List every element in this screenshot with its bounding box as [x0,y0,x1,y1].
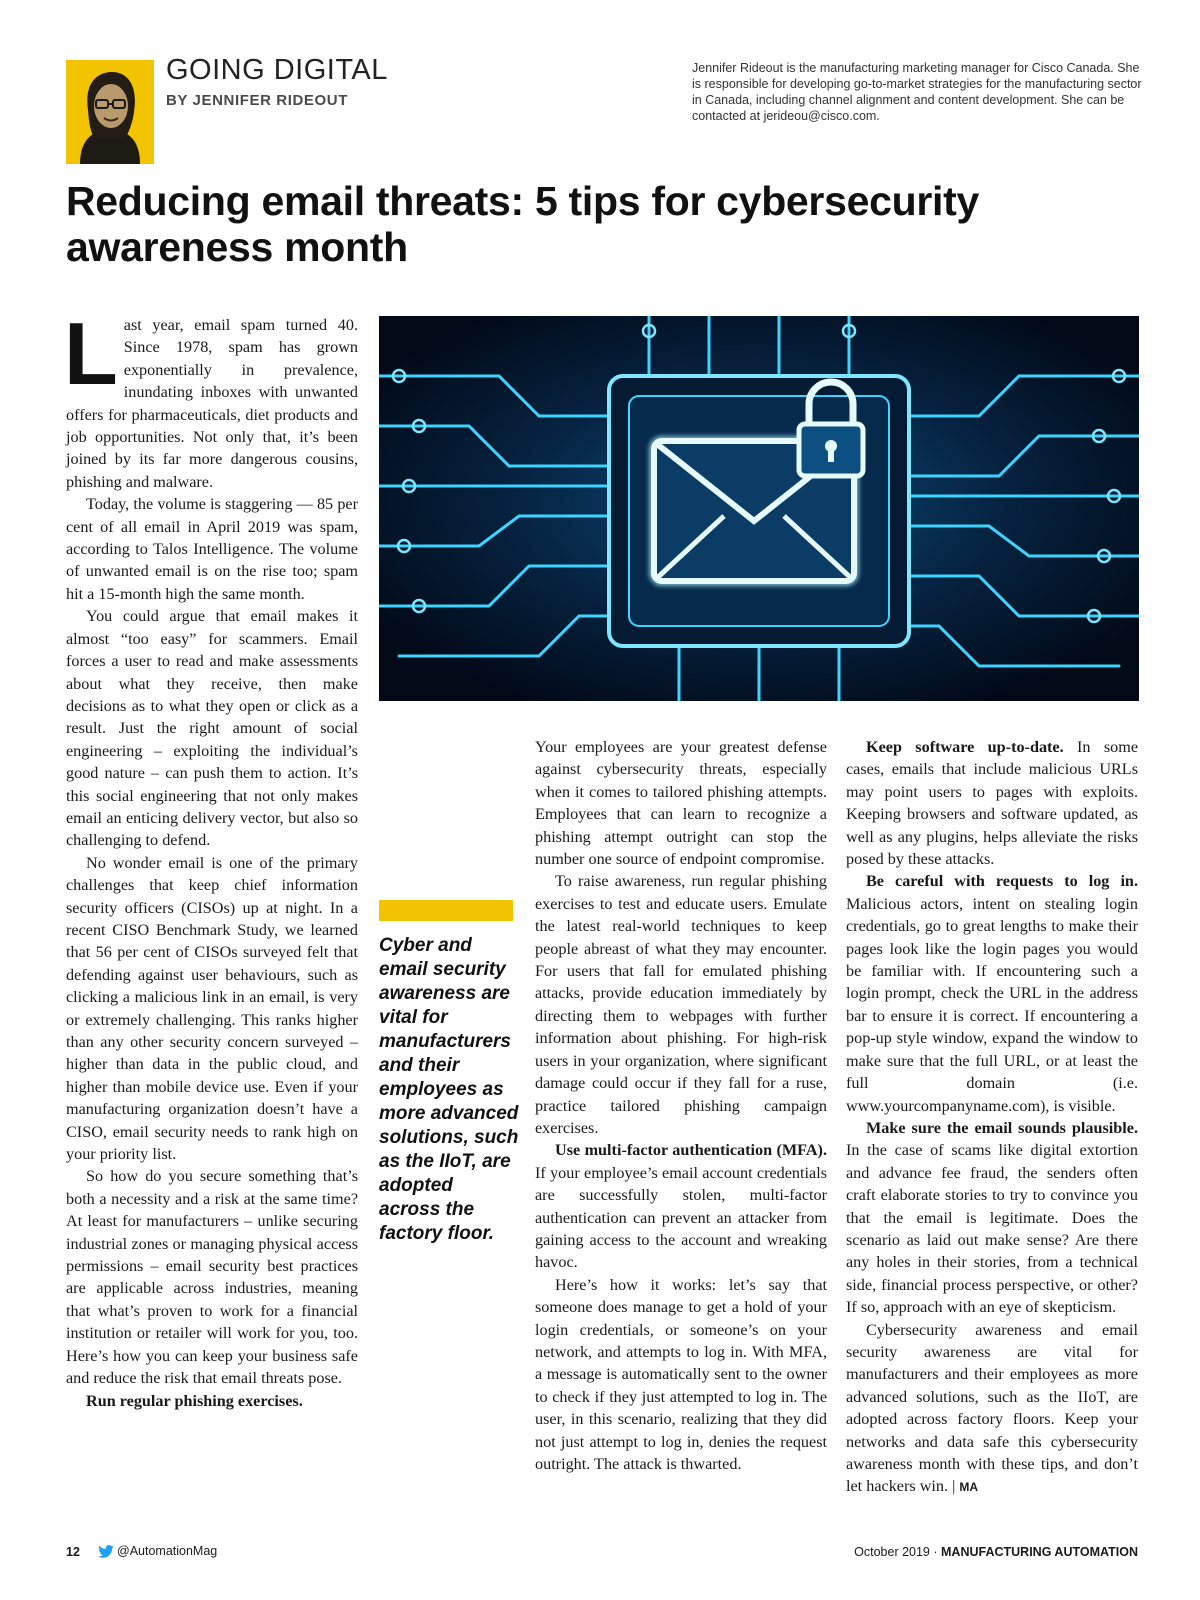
tip-text: In the case of scams like digital extortion and advance fee fraud, the senders often craft elaborate stories to try to convince you that the email is legitimate. Does the scenario as laid out make sense? Are there any holes in their stories, from a technical side, financial process perspective, or other? If so, approach with an eye of skepticism. [846,1141,1138,1317]
drop-cap: L [64,304,118,403]
issue-date: October 2019 · [854,1545,938,1559]
twitter-bird-icon [98,1545,114,1558]
paragraph: To raise awareness, run regular phishing exercises to test and educate users. Emulate the latest real-world techniques to keep people abreast of what they may encounter. For users that fall for emulated phishing attacks, provide education immediately by directing them to webpages with further information about phishing. For high-risk users in your organization, where significant damage could occur if they fall for a ruse, practice tailored phishing campaign exercises. [535,872,827,1137]
paragraph: Cybersecurity awareness and email security awareness are vital for manufacturers and their employees as more advanced solutions, such as the IIoT, are adopted across factory floors. Keep your networks and data safe this cybersecurity awareness month with these tips, and don’t let hackers win. | MA [846,1320,1138,1496]
social-handle: @AutomationMag [117,1544,218,1558]
author-bio: Jennifer Rideout is the manufacturing marketing manager for Cisco Canada. She is responsible for developing go-to-market strategies for the manufacturing sector in Canada, including channel alignment and content development. She can be contacted at jerideou@cisco.com. [692,61,1142,123]
author-portrait-icon [66,60,154,164]
paragraph: You could argue that email makes it almost “too easy” for scammers. Email forces a user to read and make assessments about what they receive, then make decisions as to what they open or click as a result. Just the right amount of social engineering – exploiting the individual’s good nature – can push them to action. It’s this social engineering that not only makes email an enticing delivery vector, but also so challenging to defend. [66,607,358,850]
tip-heading: Keep software up-to-date. [866,738,1064,756]
paragraph: No wonder email is one of the primary challenges that keep chief information security officers (CISOs) up at night. In a recent CISO Benchmark Study, we learned that 56 per cent of CISOs surveyed felt that defending against user behaviours, such as clicking a malicious link in an email, is very or extremely challenging. This ranks higher than any other security concern surveyed – higher than data in the public cloud, and higher than mobile device use. Even if your manufacturing organization doesn’t have a CISO, email security needs to rank high on your priority list. [66,853,358,1164]
column-title: GOING DIGITAL [166,54,388,86]
pull-quote: Cyber and email security awareness are vital for manufacturers and their employees as more advanced solutions, such as the IIoT, are adopted across the factory floor. [379,935,519,1244]
paragraph: So how do you secure something that’s both a necessity and a risk at the same time? At least for manufacturers – unlike securing industrial zones or managing physical access permissions – email security best practices are applicable across industries, meaning that what’s proven to work for a financial institution or retailer will work for you, too. Here’s how you can keep your business safe and reduce the risk that email threats pose. [66,1167,358,1388]
page-number: 12 [66,1545,80,1559]
paragraph [846,870,1138,1116]
issue-info [854,1545,1138,1559]
article-column-2 [535,736,827,1475]
paragraph [66,1390,358,1412]
tip-text: Malicious actors, intent on stealing login credentials, go to great lengths to make their pages look like the login pages you would be familiar with. If encountering such a login prompt, check the URL in the address bar to ensure it is correct. If encountering a pop-up style window, expand the window to make sure that the full URL, or at least the full domain (i.e. www.yourcompanyname.com), is visible. [846,894,1138,1115]
email-lock-circuit-icon [379,316,1139,701]
tip-text: If your employee’s email account credentials are successfully stolen, multi-factor authentication can prevent an attacker from gaining access to the account and wreaking havoc. [535,1163,827,1272]
tip-heading: Make sure the email sounds plausible. [866,1118,1138,1137]
tip-text: In some cases, emails that include malicious URLs may point users to pages with exploits. Keeping browsers and software updated, as well as any plugins, helps alleviate the risks posed by these attacks. [846,738,1138,869]
tip-heading: Use multi-factor authentication (MFA). [555,1141,827,1160]
social-handle-link[interactable] [98,1544,217,1558]
paragraph: Here’s how it works: let’s say that someone does manage to get a hold of your login credentials, or someone’s on your network, and attempts to log in. With MFA, a message is automatically sent to the owner to check if they just attempted to log in. The user, in this scenario, realizing that they did not just attempt to log in, denies the request outright. The attack is thwarted. [535,1275,827,1473]
paragraph [535,1139,827,1273]
paragraph: ast year, email spam turned 40. Since 1978, spam has grown exponentially in prevalence, inundating inboxes with unwanted offers for pharmaceuticals, diet products and job opportunities. Not only that, it’s been joined by its far more dangerous cousins, phishing and malware. [66,316,358,491]
author-headshot [66,60,154,164]
closing-text: Cybersecurity awareness and email security awareness are vital for manufacturers and their employees as more advanced solutions, such as the IIoT, are adopted across factory floors. Keep your networks and data safe this cybersecurity awareness month with these tips, and don’t let hackers win. [846,1320,1138,1496]
headline: Reducing email threats: 5 tips for cybersecurity awareness month [66,178,979,270]
paragraph [846,1117,1138,1319]
tip-heading: Run regular phishing exercises. [86,1391,303,1410]
end-mark: MA [959,1480,979,1495]
article-column-1 [64,304,358,1412]
tip-heading: Be careful with requests to log in. [866,872,1138,891]
hero-image [379,316,1139,701]
paragraph [846,736,1138,870]
byline: BY JENNIFER RIDEOUT [166,92,348,109]
magazine-name: MANUFACTURING AUTOMATION [941,1545,1138,1559]
pull-quote-accent-bar [379,900,513,921]
article-column-3 [846,736,1138,1499]
paragraph: Today, the volume is staggering — 85 per cent of all email in April 2019 was spam, according to Talos Intelligence. The volume of unwanted email is on the rise too; spam hit a 15-month high the same month. [66,495,358,603]
paragraph: Your employees are your greatest defense against cybersecurity threats, especially when it comes to tailored phishing attempts. Employees that can learn to recognize a phishing attempt outright can stop the number one source of endpoint compromise. [535,738,827,869]
